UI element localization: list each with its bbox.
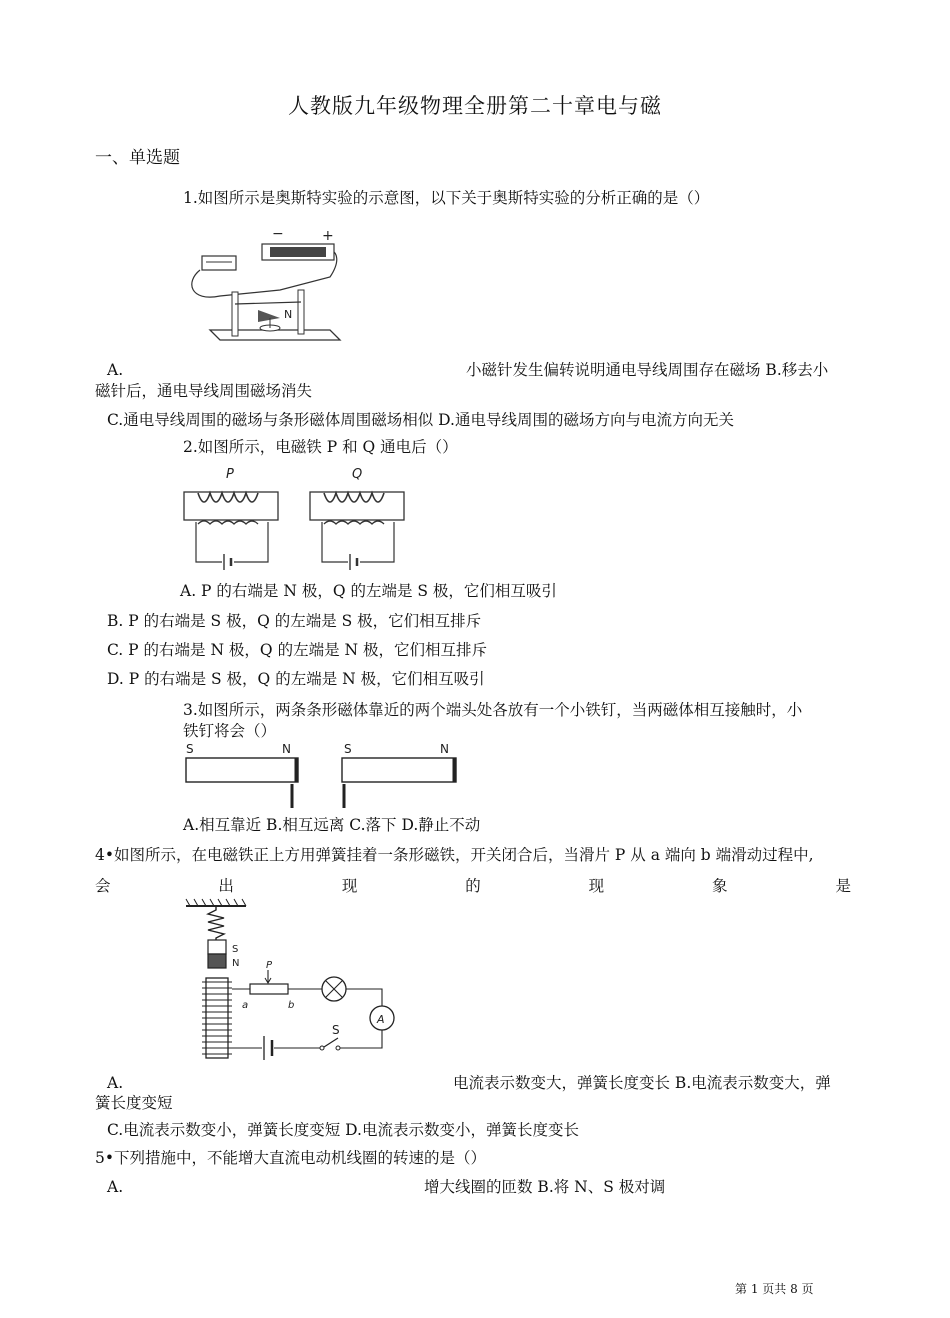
q2-option-c: C. P 的右端是 N 极，Q 的左端是 N 极，它们相互排斥 — [107, 641, 487, 659]
q4-magnet-s-label: S — [232, 944, 239, 955]
q4-ammeter-label: A — [377, 1013, 385, 1026]
q3-stem-line1: 3.如图所示，两条条形磁体靠近的两个端头处各放有一个小铁钉，当两磁体相互接触时，小 — [183, 701, 803, 719]
q4-options-line3: C.电流表示数变小，弹簧长度变短 D.电流表示数变小，弹簧长度变长 — [107, 1121, 579, 1139]
q4-options-line1: 电流表示数变大，弹簧长度变长 B.电流表示数变大，弹 — [453, 1074, 831, 1092]
q4-slider-p-label: P — [266, 960, 273, 971]
q4-circuit-figure — [182, 898, 404, 1064]
q2-option-b: B. P 的右端是 S 极，Q 的左端是 S 极，它们相互排斥 — [107, 612, 482, 630]
q1-plus-label: + — [322, 228, 334, 244]
q3-stem-line2: 铁钉将会（） — [183, 722, 277, 740]
q1-options-line1: 小磁针发生偏转说明通电导线周围存在磁场 B.移去小 — [466, 361, 829, 379]
q2-option-a: A. P 的右端是 N 极，Q 的左端是 S 极，它们相互吸引 — [180, 582, 557, 600]
q4-magnet-n-label: N — [232, 958, 240, 969]
q2-p-label: P — [226, 467, 234, 482]
q3-s2-label: S — [344, 742, 352, 756]
q3-options: A.相互靠近 B.相互远离 C.落下 D.静止不动 — [183, 816, 481, 834]
section-heading: 一、单选题 — [95, 148, 180, 168]
q2-q-label: Q — [352, 467, 363, 482]
q4-stem-word: 的 — [465, 877, 481, 895]
q1-options-line2: 磁针后，通电导线周围磁场消失 — [95, 382, 313, 400]
q4-option-a-label: A. — [107, 1074, 124, 1092]
q4-stem-word: 是 — [835, 877, 851, 895]
q1-needle-n-label: N — [284, 308, 293, 321]
page-title: 人教版九年级物理全册第二十章电与磁 — [288, 94, 662, 118]
q4-stem-line1: 4•如图所示，在电磁铁正上方用弹簧挂着一条形磁铁，开关闭合后，当滑片 P 从 a 端向 b 端滑动过程中, — [95, 846, 814, 864]
q2-electromagnets-figure — [182, 464, 414, 576]
q5-stem: 5•下列措施中，不能增大直流电动机线圈的转速的是（） — [95, 1149, 487, 1167]
q3-bar-magnets-figure — [184, 742, 460, 810]
q3-n1-label: N — [282, 742, 291, 756]
q4-options-line2: 簧长度变短 — [95, 1094, 173, 1112]
q4-end-b-label: b — [288, 1000, 295, 1011]
q5-option-a-label: A. — [107, 1178, 124, 1196]
q4-stem-word: 现 — [341, 877, 358, 895]
q1-minus-label: − — [272, 226, 284, 242]
q4-stem-line2 — [95, 876, 851, 896]
q4-stem-word: 出 — [218, 877, 234, 895]
page-footer: 第 1 页共 8 页 — [735, 1282, 814, 1296]
q4-switch-label: S — [332, 1023, 340, 1037]
q3-n2-label: N — [440, 742, 449, 756]
q1-options-line3: C.通电导线周围的磁场与条形磁体周围磁场相似 D.通电导线周围的磁场方向与电流方向无关 — [107, 411, 734, 429]
q2-option-d: D. P 的右端是 S 极，Q 的左端是 N 极，它们相互吸引 — [107, 670, 485, 688]
q4-stem-word: 现 — [588, 877, 605, 895]
q4-stem-word: 象 — [712, 877, 728, 895]
q4-end-a-label: a — [242, 1000, 249, 1011]
q1-oersted-figure — [180, 222, 350, 352]
q2-stem: 2.如图所示，电磁铁 P 和 Q 通电后（） — [183, 438, 458, 456]
q5-options-line1: 增大线圈的匝数 B.将 N、S 极对调 — [424, 1178, 666, 1196]
q1-option-a-label: A. — [107, 361, 124, 379]
q3-s1-label: S — [186, 742, 194, 756]
q1-stem: 1.如图所示是奥斯特实验的示意图，以下关于奥斯特实验的分析正确的是（） — [183, 189, 710, 207]
q4-stem-word: 会 — [95, 877, 111, 895]
